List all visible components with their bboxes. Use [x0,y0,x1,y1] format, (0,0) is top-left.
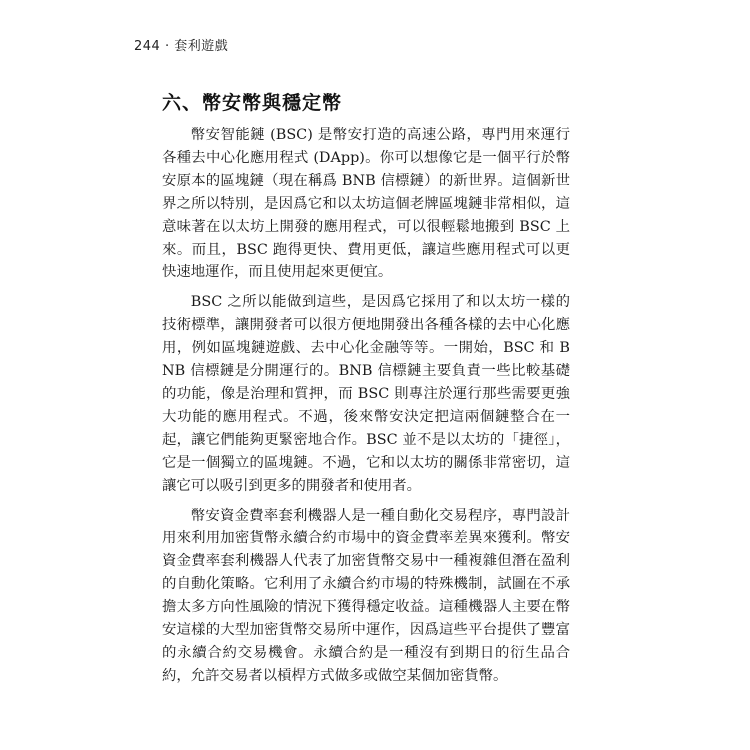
body-text [162,124,570,695]
paragraph-bsc-intro: 幣安智能鏈 (BSC) 是幣安打造的高速公路，專門用來運行各種去中心化應用程式 (DApp)。你可以想像它是一個平行於幣安原本的區塊鏈（現在稱爲 BNB 信標鏈）的新世界。這個新世界之所以特別，是因爲它和以太坊這個老牌區塊鏈非常相似，這意味著在以太坊上開發的應用程式，可以很輕鬆地搬到 BSC 上來。而且，BSC 跑得更快、費用更低，讓這些應用程式可以更快速地運作，而且使用起來更便宜。 [162,127,570,281]
paragraph-funding-rate-bot: 幣安資金費率套利機器人是一種自動化交易程序，專門設計用來利用加密貨幣永續合約市場中的資金費率差異來獲利。幣安資金費率套利機器人代表了加密貨幣交易中一種複雜但潛在盈利的自動化策略。它利用了永續合約市場的特殊機制，試圖在不承擔太多方向性風險的情況下獲得穩定收益。這種機器人主要在幣安這樣的大型加密貨幣交易所中運作，因爲這些平台提供了豐富的永續合約交易機會。永續合約是一種沒有到期日的衍生品合約，允許交易者以槓桿方式做多或做空某個加密貨幣。 [162,507,570,684]
section-title: 六、幣安幣與穩定幣 [162,92,343,114]
paragraph-bsc-technology: BSC 之所以能做到這些，是因爲它採用了和以太坊一樣的技術標準，讓開發者可以很方便地開發出各種各樣的去中心化應用，例如區塊鏈遊戲、去中心化金融等等。一開始，BSC 和 BNB 信標鏈是分開運行的。BNB 信標鏈主要負責一些比較基礎的功能，像是治理和質押，而 BSC 則專注於運行那些需要更強大功能的應用程式。不過，後來幣安決定把這兩個鏈整合在一起，讓它們能夠更緊密地合作。BSC 並不是以太坊的「捷徑」，它是一個獨立的區塊鏈。不過，它和以太坊的關係非常密切，這讓它可以吸引到更多的開發者和使用者。 [162,294,570,494]
running-header: 244 ‧ 套利遊戲 [134,39,229,54]
